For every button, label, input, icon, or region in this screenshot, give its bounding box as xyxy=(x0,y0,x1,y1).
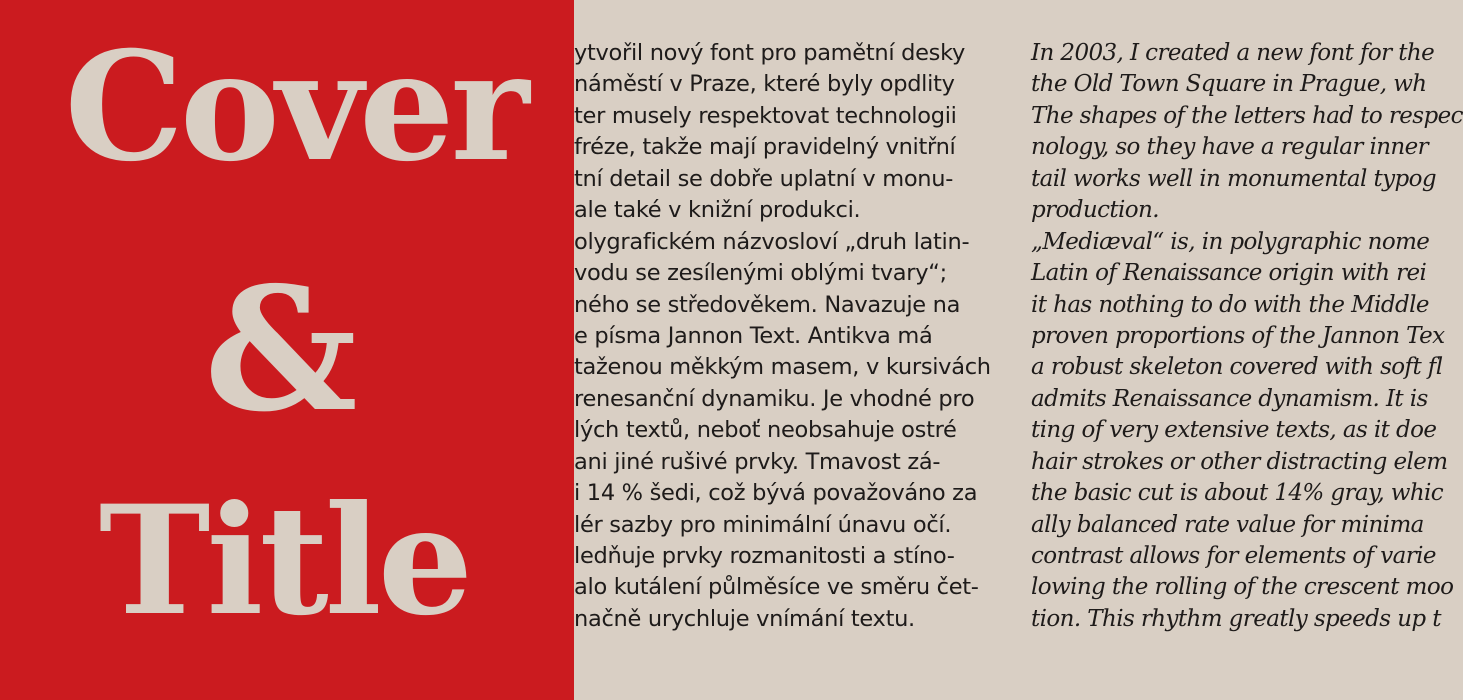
czech-text-line: olygrafickém názvosloví „druh latin- xyxy=(574,228,970,255)
czech-text-line: ale také v knižní produkci. xyxy=(574,197,861,224)
title-panel xyxy=(0,0,574,700)
english-text-line: ally balanced rate value for minima xyxy=(1031,511,1424,538)
czech-text-line: ledňuje prvky rozmanitosti a stíno- xyxy=(574,543,955,569)
english-text-line: admits Renaissance dynamism. It is xyxy=(1031,385,1428,412)
english-text-line: a robust skeleton covered with soft fl xyxy=(1031,354,1443,381)
english-text-line: tion. This rhythm greatly speeds up t xyxy=(1031,605,1441,632)
czech-text-line: tní detail se dobře uplatní v monu- xyxy=(574,165,954,192)
czech-text-column xyxy=(574,38,991,635)
title-word-cover: Cover xyxy=(64,19,526,195)
english-text-line: the basic cut is about 14% gray, whic xyxy=(1031,480,1444,507)
czech-text-line: i 14 % šedi, což bývá považováno za xyxy=(574,480,978,507)
czech-text-line: lér sazby pro minimální únavu očí. xyxy=(574,511,952,538)
czech-text-line: náměstí v Praze, které byly opdlity xyxy=(574,71,955,98)
english-text-line: „Mediæval“ is, in polygraphic nome xyxy=(1031,228,1430,255)
english-text-line: the Old Town Square in Prague, wh xyxy=(1031,71,1427,98)
english-text-line: lowing the rolling of the crescent moo xyxy=(1031,574,1454,601)
english-text-line: proven proportions of the Jannon Tex xyxy=(1031,322,1445,349)
english-text-line: hair strokes or other distracting elem xyxy=(1031,448,1448,475)
english-text-line: production. xyxy=(1031,197,1159,224)
english-text-line: contrast allows for elements of varie xyxy=(1031,543,1436,569)
czech-text-line: načně urychluje vnímání textu. xyxy=(574,605,915,632)
czech-text-line: ter musely respektovat technologii xyxy=(574,102,957,129)
english-text-column xyxy=(1031,38,1463,635)
english-text-line: nology, so they have a regular inner xyxy=(1031,134,1429,161)
english-text-line: ting of very extensive texts, as it doe xyxy=(1031,417,1437,444)
czech-text-line: taženou měkkým masem, v kursivách xyxy=(574,354,991,381)
title-word-title: Title xyxy=(98,473,470,649)
english-text-line: In 2003, I created a new font for the xyxy=(1031,40,1435,66)
english-text-line: Latin of Renaissance origin with rei xyxy=(1031,260,1427,287)
czech-text-line: alo kutálení půlměsíce ve směru čet- xyxy=(574,574,979,601)
english-text-line: The shapes of the letters had to respec xyxy=(1031,102,1463,129)
czech-text-line: vodu se zesílenými oblými tvary“; xyxy=(574,260,947,287)
czech-text-line: ani jiné rušivé prvky. Tmavost zá- xyxy=(574,448,941,475)
czech-text-line: renesanční dynamiku. Je vhodné pro xyxy=(574,385,975,412)
english-text-line: tail works well in monumental typog xyxy=(1031,165,1437,192)
czech-text-line: fréze, takže mají pravidelný vnitřní xyxy=(574,134,956,161)
english-text-line: it has nothing to do with the Middle xyxy=(1031,291,1429,318)
czech-text-line: ného se středověkem. Navazuje na xyxy=(574,291,961,318)
czech-text-line: lých textů, neboť neobsahuje ostré xyxy=(574,417,957,444)
czech-text-line: ytvořil nový font pro pamětní desky xyxy=(574,40,966,66)
czech-text-line: e písma Jannon Text. Antikva má xyxy=(574,322,933,349)
title-ampersand: & xyxy=(204,250,354,450)
